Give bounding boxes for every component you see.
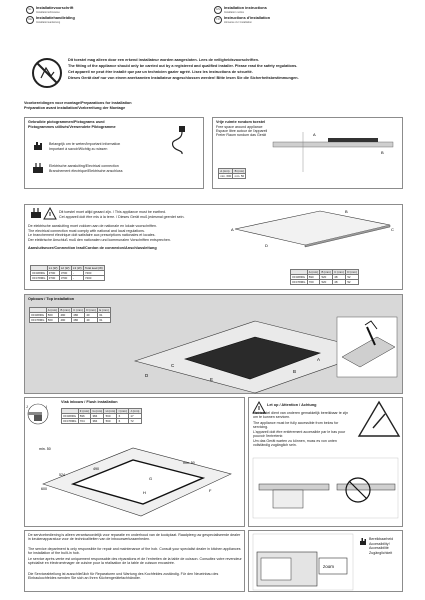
service-line-en: The service department is only responsible for repair and maintenance of the hob. Consult your specialist dealer in kitchen appliances for installation of the built-in hob. xyxy=(28,547,241,556)
prep-title-2: Préparation avant installation/Vorbereitung der Montage xyxy=(24,106,126,110)
clearance-title-2: Free space around appliance xyxy=(216,124,263,129)
zoom-label: zoom xyxy=(323,564,335,569)
flag-de-icon: DE xyxy=(26,16,34,24)
hand-info-icon xyxy=(358,537,368,547)
cutout-label-a: A xyxy=(317,357,321,362)
clearance-label-b: B xyxy=(381,150,384,155)
important-fr-de: Important à savoir/Wichtig zu wissen xyxy=(49,147,108,151)
header-fr-title: Instructions d'installation xyxy=(224,16,271,20)
pictogram-panel xyxy=(24,117,204,189)
header-en-sub: Installation notice xyxy=(224,11,245,14)
service-text-panel xyxy=(24,530,245,592)
flush-dim-524: 524 xyxy=(59,473,65,477)
hob-dimension-diagram xyxy=(225,207,395,247)
access-panel xyxy=(248,530,403,592)
flag-fr-icon: FR xyxy=(214,16,222,24)
cutout-label-d: D xyxy=(145,373,149,378)
opening-table: A (mm) B (mm) C (mm) D (mm) E (mm) KF468RG 560 490 480 40 61 KF478MG 560 490 480 40 61 xyxy=(29,307,111,323)
liftup-line-nl: Het toestel dient van onderen gemakkelijk bereikbaar te zijn om te kunnen servicen. xyxy=(253,411,349,420)
cutout-label-b: B xyxy=(293,369,297,374)
oven-access-diagram xyxy=(253,534,353,590)
warning-triangle-icon xyxy=(44,208,56,220)
liftup-panel xyxy=(248,397,403,527)
liftup-line-de: Um das Gerät warten zu können, muss es von unten vollständig zugänglich sein. xyxy=(253,439,337,448)
flush-table: F (mm) G (mm) H (mm) I (mm) J (mm) KF468RG 596 384 560 6 17 KF478MG 704 384 560 6 72 xyxy=(63,409,140,423)
flush-dim-min50-a: min. 50 xyxy=(39,447,51,451)
opening-panel xyxy=(24,294,403,394)
seal-application-diagram xyxy=(337,317,397,377)
access-line-fr: Accessibilité xyxy=(369,546,389,550)
cutout-label-e: E xyxy=(210,377,214,382)
access-line-en: Accessibility! xyxy=(369,541,390,546)
opening-title: Opbouw / Top installation xyxy=(28,297,75,301)
warning-line-de: Dieses Gerät darf nur von einem anerkannten Installateur angeschlossen werden! Bitte lesen Sie die Sicherheitsbestimmungen. xyxy=(68,76,299,80)
earth-warning-1: Dit toestel moet altijd geaard zijn. / This appliance must be earthed. xyxy=(59,210,167,214)
clearance-diagram xyxy=(273,132,393,172)
flush-label-f: F xyxy=(209,488,212,493)
warning-line-fr: Cet appareil ne peut être installé que par un technicien gazier agréé. Lisez les instructions de sécurité. xyxy=(68,70,253,74)
access-line-de: Zugänglichkeit xyxy=(369,550,393,555)
cord-table: L1 (W) L2 (W) L3 (W) Total lead (W) KF468RG 3700 3700 - 7400 KF478MG 3700 3700 - 7400 xyxy=(32,266,103,280)
flush-dim-490: 490 xyxy=(93,467,99,471)
flush-profile-diagram xyxy=(26,402,60,436)
flag-en-icon: EN xyxy=(214,6,222,14)
hand-info-icon xyxy=(31,140,45,154)
access-line-nl: Bereikbaarheid xyxy=(369,537,394,541)
flush-label-j: J xyxy=(26,405,28,409)
service-line-nl: De servicebediening is alleen verantwoordelijk voor reparatie en onderhoud van de kookplaat. Raadpleeg uw gespecialiseerde dealer in keukenapparatuur voor de technicaliteiten van de inbouwwerkzaamheden. xyxy=(28,533,241,542)
dimension-table: A (mm) B (mm) C (mm) D (mm) KF468RG 590 520 48 52 KF478MG 700 520 48 52 xyxy=(292,270,357,284)
earth-panel xyxy=(24,204,403,290)
flush-panel xyxy=(24,397,245,527)
dim-label-c: C xyxy=(391,227,394,232)
electrical-fr-de: Branchement électrique/Elektrische anschluss xyxy=(49,169,123,173)
important-nl-en: Belangrijk om te weten/Important information xyxy=(49,142,121,146)
earth-body-1: De elektrische aansluiting moet voldoen aan de nationale en lokale voorschriften. xyxy=(28,224,158,228)
earth-body-4: Der elektrische Anschluß muß den nationalen und kommunalen Vorschriften entsprechen. xyxy=(28,237,171,242)
clearance-title-4: Freier Raum rundum das Gerät xyxy=(216,132,266,137)
service-line-de: Die Serviceabteilung ist ausschließlich für Reparaturen und Wartung des Kochfeldes zuständig. Für den Neueinbau des Einbaukochfeldes wenden Sie sich an Ihren Küchengerätefachhändler. xyxy=(28,572,219,581)
prep-title-1: Voorbereidingen voor montage/Preparations for installation xyxy=(24,101,132,105)
header-de-sub: Installationsanleitung xyxy=(36,21,61,24)
header-fr-sub: Hinweise zur Installation xyxy=(224,21,252,24)
plug-icon xyxy=(31,162,45,176)
clearance-table: A (mm) B (mm) min. 600 min. 50 xyxy=(220,169,245,178)
header-de-title: Installatiehandleiding xyxy=(36,16,75,20)
dim-label-b: B xyxy=(345,209,348,214)
header-en-title: Installation instructions xyxy=(224,6,267,10)
clearance-title-1: Vrije ruimte rondom toestel xyxy=(216,120,266,124)
pictogram-title-2: Pictogrammes utilisés/Verwendete Piktogramme xyxy=(28,125,116,129)
pictogram-title-1: Gebruikte pictogrammen/Pictograms used xyxy=(28,120,105,124)
clearance-title-3: Espace libre autour de l'appareil xyxy=(216,128,268,133)
liftup-title: Let op / Attention / Achtung xyxy=(267,403,317,407)
liftup-line-fr: L'appareil doit être entièrement accessible par le bas pour pouvoir l'entretenir. xyxy=(253,430,346,439)
liftup-line-en: The appliance must be fully accessible from below for servicing. xyxy=(253,421,339,430)
clearance-panel xyxy=(212,117,403,189)
warning-line-en: The fitting of the appliance should only be carried out by a registered and qualified installer. Please read the safety regulations. xyxy=(68,64,298,68)
lift-edge-diagram xyxy=(253,458,398,518)
warning-line-nl: Dit toestel mag alleen door een erkend installateur worden aangesloten. Lees de veiligheidsvoorschriften. xyxy=(68,58,259,62)
service-line-fr: Le service après-vente est uniquement responsable des réparations et de l'entretien de la table de cuisson. Consultez votre revendeur spécialisé en électroménager de cuisine pour la réalisation de la table de cuisson encastrée. xyxy=(28,557,242,566)
flush-dim-min50-b: min. 50 xyxy=(183,461,195,465)
cord-title: Aansluitsnoer/Connection lead/Cordon de connexion/Anschlussleitung xyxy=(28,246,157,250)
flush-title: Vlak inbouw / Flush installation xyxy=(61,400,118,404)
flush-cutout-diagram xyxy=(33,434,233,524)
clearance-label-a: A xyxy=(313,132,316,137)
flush-label-i: I xyxy=(46,405,47,409)
earth-body-3: Le branchement électrique doit satisfaire aux prescriptions nationales et locales. xyxy=(28,233,156,237)
plug-cable-icon xyxy=(165,124,195,154)
electrical-nl-en: Elektrische aansluiting/Electrical connection xyxy=(49,164,119,168)
flush-label-g: G xyxy=(149,476,153,481)
plug-icon xyxy=(30,208,42,220)
dim-label-a: A xyxy=(231,227,234,232)
cutout-label-c: C xyxy=(171,363,175,368)
header xyxy=(0,0,425,44)
no-diy-icon xyxy=(30,56,64,90)
header-nl-title: Installatievoorschrift xyxy=(36,6,74,10)
dim-label-d: D xyxy=(265,243,268,248)
tool-warning-icon xyxy=(359,402,399,436)
flag-nl-icon: NL xyxy=(26,6,34,14)
earth-warning-2: Cet appareil doit être mis à la terre. / Dieses Gerät muß jedesmal geerdet sein. xyxy=(59,215,185,219)
flush-label-h: H xyxy=(143,490,146,495)
flush-dim-600: 600 xyxy=(41,487,47,491)
warning-section xyxy=(24,52,404,96)
earth-body-2: The electrical connection must comply with national and local regulations. xyxy=(28,228,145,233)
header-nl-sub: Installationshinweise xyxy=(36,11,60,14)
